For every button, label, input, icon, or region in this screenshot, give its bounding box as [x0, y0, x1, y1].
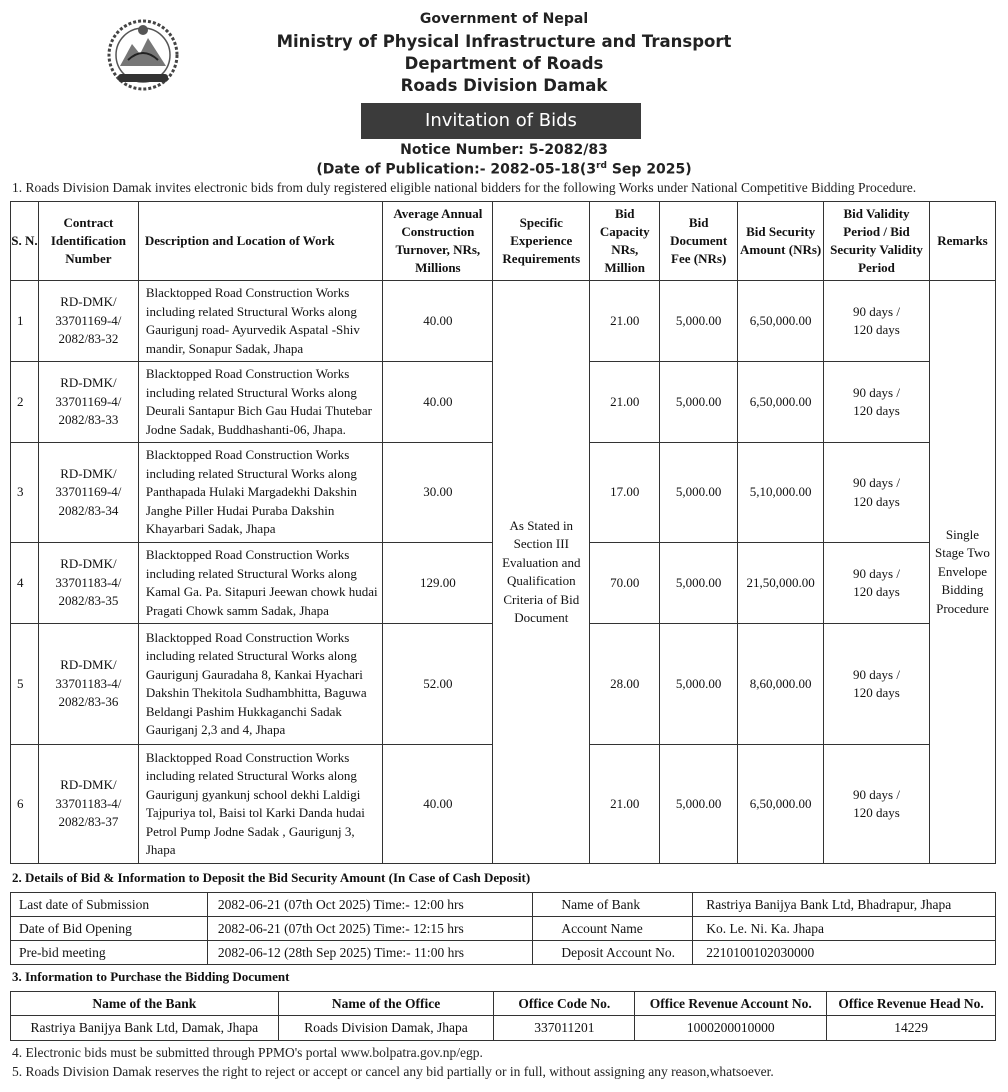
division-title: Roads Division Damak	[400, 76, 608, 95]
bank-value: Ko. Le. Ni. Ka. Jhapa	[693, 917, 996, 941]
table-row	[11, 893, 996, 917]
row-description: Blacktopped Road Construction Works including related Structural Works along Deurali Santapur Bich Gau Hudai Thutebar Jodne Sadak, Buddhashanti-06, Jhapa.	[138, 362, 383, 443]
office-code: 337011201	[494, 1016, 635, 1041]
notice-number: Notice Number: 5-2082/83	[400, 142, 608, 158]
row-doc-fee: 5,000.00	[660, 745, 738, 864]
section-2-title: 2. Details of Bid & Information to Deposit the Bid Security Amount (In Case of Cash Deposit)	[12, 870, 531, 885]
row-validity: 90 days / 120 days	[824, 624, 930, 745]
section-3-title: 3. Information to Purchase the Bidding Document	[12, 969, 290, 984]
detail-value: 2082-06-21 (07th Oct 2025) Time:- 12:00 hrs	[207, 893, 533, 917]
detail-value: 2082-06-21 (07th Oct 2025) Time:- 12:15 hrs	[207, 917, 533, 941]
row-description: Blacktopped Road Construction Works including related Structural Works along Gaurigunj road- Ayurvedik Aspatal -Shiv mandir, Sonapur Sadak, Jhapa	[138, 281, 383, 362]
bank-value: 2210100102030000	[693, 941, 996, 965]
row-sn: 4	[11, 543, 39, 624]
row-validity: 90 days / 120 days	[824, 543, 930, 624]
header-remarks: Remarks	[929, 202, 995, 281]
table-row	[11, 281, 996, 362]
revenue-account: 1000200010000	[635, 1016, 827, 1041]
row-contract-id: RD-DMK/ 33701169-4/ 2082/83-33	[38, 362, 138, 443]
row-doc-fee: 5,000.00	[660, 624, 738, 745]
row-description: Blacktopped Road Construction Works including related Structural Works along Kamal Ga. Pa. Sitapuri Jeewan chowk hudai Pragati Chowk samm Sadak, Jhapa	[138, 543, 383, 624]
row-description: Blacktopped Road Construction Works including related Structural Works along Panthapada Hulaki Margadekhi Dakshin Janghe Piller Hudai Puraba Dakshin Khayarbari Sadak, Jhapa	[138, 443, 383, 543]
header-bank-name: Name of the Bank	[11, 992, 279, 1016]
row-sn: 6	[11, 745, 39, 864]
row-turnover: 52.00	[383, 624, 493, 745]
table-header-row	[11, 202, 996, 281]
remarks-cell: Single Stage Two Envelope Bidding Procedure	[929, 281, 995, 864]
row-turnover: 40.00	[383, 362, 493, 443]
row-sn: 3	[11, 443, 39, 543]
header-experience: Specific Experience Requirements	[493, 202, 590, 281]
intro-paragraph: 1. Roads Division Damak invites electronic bids from duly registered eligible national bidders for the following Works under National Competitive Bidding Procedure.	[12, 180, 917, 195]
row-sn: 5	[11, 624, 39, 745]
header-office-code: Office Code No.	[494, 992, 635, 1016]
publication-date: (Date of Publication:- 2082-05-18(3rd Sep 2025)	[316, 161, 692, 178]
row-capacity: 17.00	[590, 443, 660, 543]
row-doc-fee: 5,000.00	[660, 281, 738, 362]
header-doc-fee: Bid Document Fee (NRs)	[660, 202, 738, 281]
row-validity: 90 days / 120 days	[824, 362, 930, 443]
row-capacity: 21.00	[590, 745, 660, 864]
row-capacity: 28.00	[590, 624, 660, 745]
table-row	[11, 1016, 996, 1041]
ministry-title: Ministry of Physical Infrastructure and Transport	[276, 32, 732, 51]
bank-label: Account Name	[533, 917, 693, 941]
header-capacity: Bid Capacity NRs, Million	[590, 202, 660, 281]
row-validity: 90 days / 120 days	[824, 281, 930, 362]
table-row	[11, 941, 996, 965]
experience-requirements-cell: As Stated in Section III Evaluation and Qualification Criteria of Bid Document	[493, 281, 590, 864]
header-description: Description and Location of Work	[138, 202, 383, 281]
row-sn: 2	[11, 362, 39, 443]
header-validity: Bid Validity Period / Bid Security Validity Period	[824, 202, 930, 281]
note-4: 4. Electronic bids must be submitted through PPMO's portal www.bolpatra.gov.np/egp.	[12, 1045, 483, 1060]
row-description: Blacktopped Road Construction Works including related Structural Works along Gaurigunj gyankunj school dekhi Laldigi Tajpuriya tol, Baisi tol Karki Danda hudai Petrol Pump Jodne Sadak , Gaurigunj 3, Jhapa	[138, 745, 383, 864]
row-contract-id: RD-DMK/ 33701183-4/ 2082/83-35	[38, 543, 138, 624]
row-validity: 90 days / 120 days	[824, 443, 930, 543]
row-security: 6,50,000.00	[738, 745, 824, 864]
row-contract-id: RD-DMK/ 33701183-4/ 2082/83-37	[38, 745, 138, 864]
row-capacity: 21.00	[590, 281, 660, 362]
row-doc-fee: 5,000.00	[660, 362, 738, 443]
header-sn: S. N.	[11, 202, 39, 281]
detail-value: 2082-06-12 (28th Sep 2025) Time:- 11:00 hrs	[207, 941, 533, 965]
government-title: Government of Nepal	[419, 11, 589, 27]
row-capacity: 70.00	[590, 543, 660, 624]
invitation-banner: Invitation of Bids	[361, 103, 641, 139]
row-contract-id: RD-DMK/ 33701169-4/ 2082/83-34	[38, 443, 138, 543]
row-security: 5,10,000.00	[738, 443, 824, 543]
row-contract-id: RD-DMK/ 33701183-4/ 2082/83-36	[38, 624, 138, 745]
header-security: Bid Security Amount (NRs)	[738, 202, 824, 281]
header-revenue-head: Office Revenue Head No.	[827, 992, 996, 1016]
header-contract-id: Contract Identification Number	[38, 202, 138, 281]
note-5: 5. Roads Division Damak reserves the right to reject or accept or cancel any bid partially or in full, without assigning any reason,whatsoever.	[12, 1064, 774, 1079]
bank-label: Deposit Account No.	[533, 941, 693, 965]
row-doc-fee: 5,000.00	[660, 443, 738, 543]
header-revenue-account: Office Revenue Account No.	[635, 992, 827, 1016]
row-security: 6,50,000.00	[738, 281, 824, 362]
row-turnover: 129.00	[383, 543, 493, 624]
bank-value: Rastriya Banijya Bank Ltd, Bhadrapur, Jhapa	[693, 893, 996, 917]
row-validity: 90 days / 120 days	[824, 745, 930, 864]
row-description: Blacktopped Road Construction Works including related Structural Works along Gaurigunj Gauradaha 8, Kankai Hyachari Dakshin Thekitola Sudhambhitta, Baguwa Beldangi Pashim Hukkaganchi Sadak Gauriganj 2,3 and 4, Jhapa	[138, 624, 383, 745]
row-security: 6,50,000.00	[738, 362, 824, 443]
header-office-name: Name of the Office	[278, 992, 494, 1016]
row-security: 21,50,000.00	[738, 543, 824, 624]
row-turnover: 30.00	[383, 443, 493, 543]
row-turnover: 40.00	[383, 281, 493, 362]
row-sn: 1	[11, 281, 39, 362]
row-capacity: 21.00	[590, 362, 660, 443]
office-name: Roads Division Damak, Jhapa	[278, 1016, 494, 1041]
table-header-row	[11, 992, 996, 1016]
detail-label: Pre-bid meeting	[11, 941, 208, 965]
table-row	[11, 917, 996, 941]
row-contract-id: RD-DMK/ 33701169-4/ 2082/83-32	[38, 281, 138, 362]
purchase-info-table	[10, 991, 996, 1041]
bid-details-table	[10, 892, 996, 965]
bank-name: Rastriya Banijya Bank Ltd, Damak, Jhapa	[11, 1016, 279, 1041]
row-security: 8,60,000.00	[738, 624, 824, 745]
row-doc-fee: 5,000.00	[660, 543, 738, 624]
bank-label: Name of Bank	[533, 893, 693, 917]
department-title: Department of Roads	[404, 54, 604, 73]
works-table	[10, 201, 996, 864]
revenue-head: 14229	[827, 1016, 996, 1041]
row-turnover: 40.00	[383, 745, 493, 864]
detail-label: Date of Bid Opening	[11, 917, 208, 941]
header-turnover: Average Annual Construction Turnover, NRs, Millions	[383, 202, 493, 281]
detail-label: Last date of Submission	[11, 893, 208, 917]
